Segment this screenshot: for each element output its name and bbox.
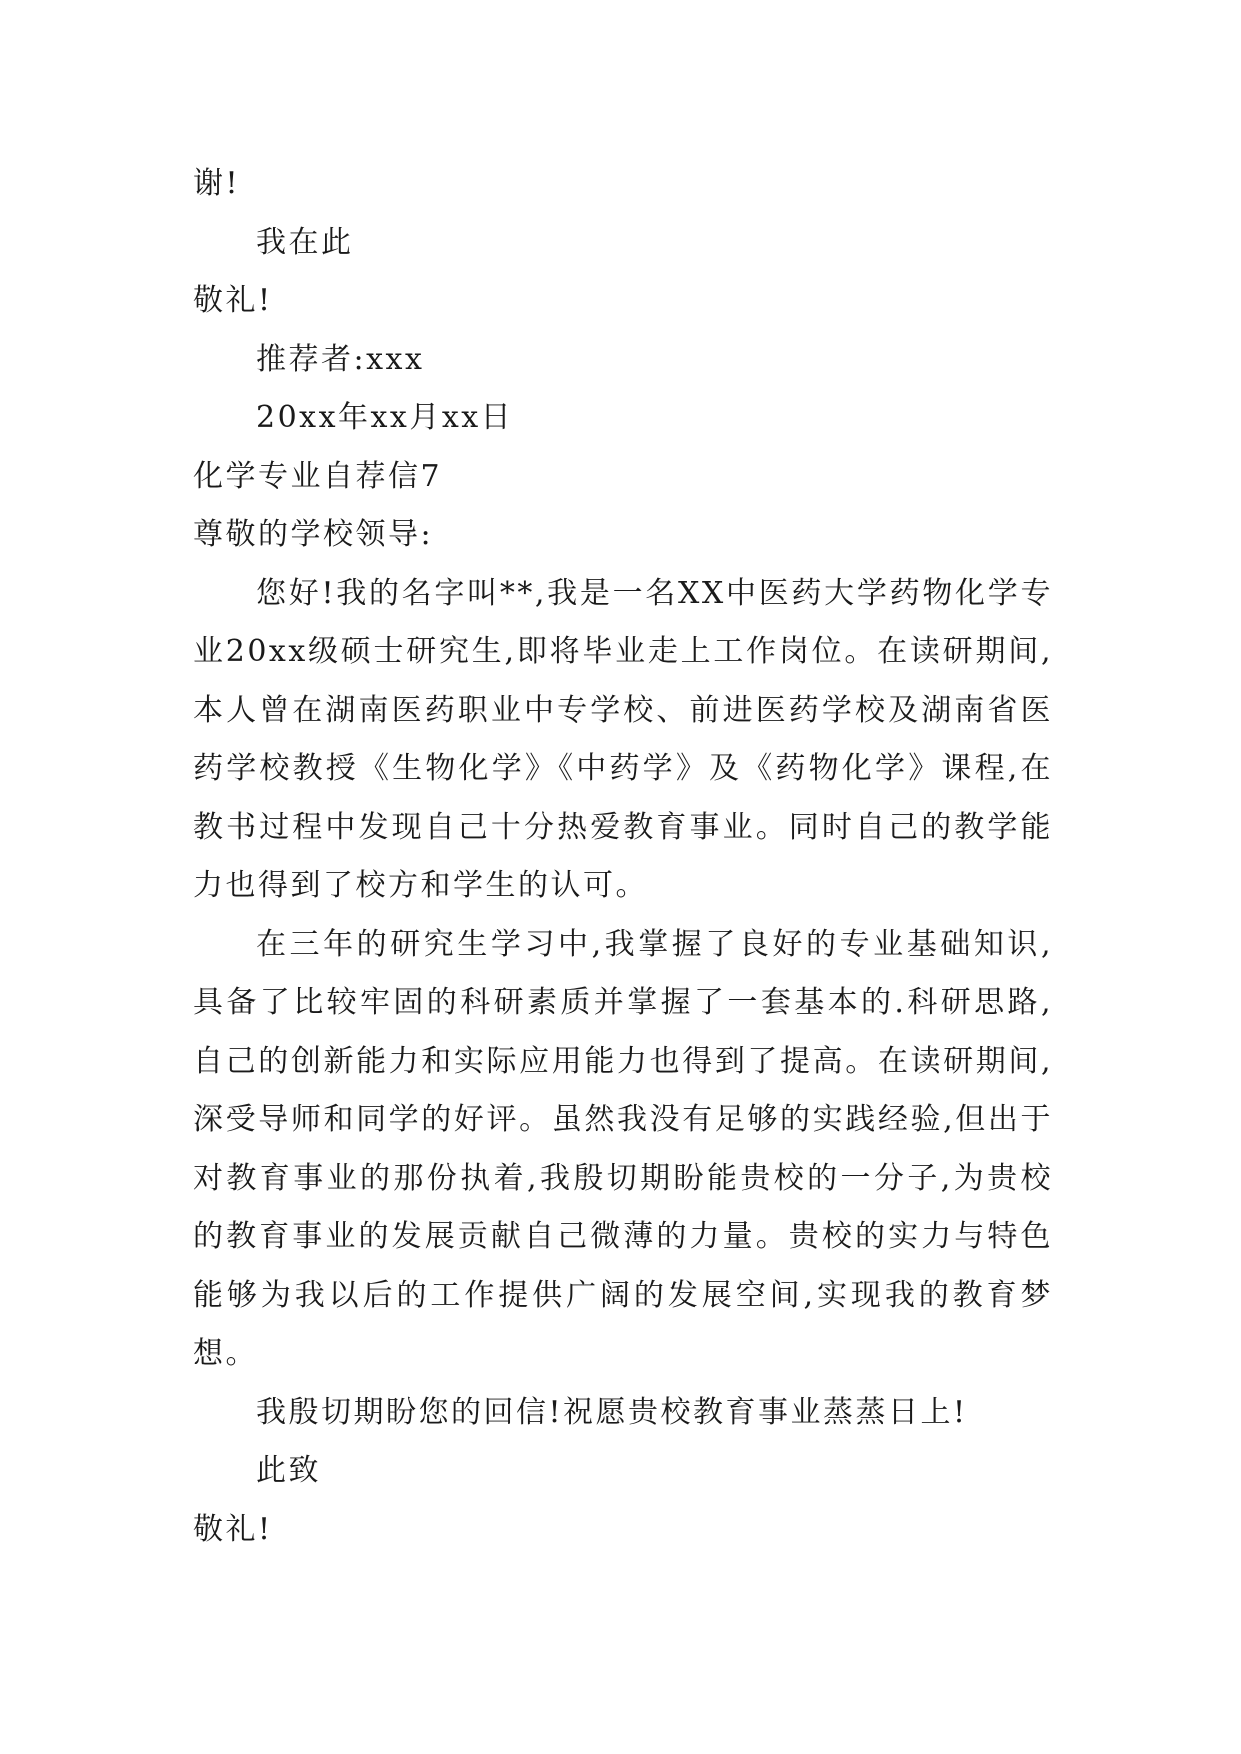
recommender-line: 推荐者:xxx	[256, 341, 425, 377]
date-line: 20xx年xx月xx日	[256, 400, 514, 435]
document-page	[193, 155, 1053, 1559]
salute-line: 敬礼!	[193, 1511, 273, 1547]
salute-line: 敬礼!	[193, 283, 273, 318]
closing-here-line: 我在此	[256, 224, 354, 260]
greeting-line: 尊敬的学校领导:	[193, 517, 434, 552]
body-paragraph: 我殷切期盼您的回信!祝愿贵校教育事业蒸蒸日上!	[256, 1394, 968, 1430]
thanks-line: 谢!	[193, 166, 241, 201]
body-paragraph: 您好!我的名字叫**,我是一名XX中医药大学药物化学专业20xx级硕士研究生,即将毕业走上工作岗位。在读研期间,本人曾在湖南医药职业中专学校、前进医药学校及湖南省医药学校教授《生物化学》《中药学》及《药物化学》课程,在教书过程中发现自己十分热爱教育事业。同时自己的教学能力也得到了校方和学生的认可。	[193, 575, 1053, 903]
body-paragraph: 在三年的研究生学习中,我掌握了良好的专业基础知识,具备了比较牢固的科研素质并掌握了一套基本的.科研思路,自己的创新能力和实际应用能力也得到了提高。在读研期间,深受导师和同学的好评。虽然我没有足够的实践经验,但出于对教育事业的那份执着,我殷切期盼能贵校的一分子,为贵校的教育事业的发展贡献自己微薄的力量。贵校的实力与特色能够为我以后的工作提供广阔的发展空间,实现我的教育梦想。	[193, 926, 1053, 1371]
letter-heading: 化学专业自荐信7	[193, 458, 443, 494]
closing-line: 此致	[256, 1453, 321, 1488]
